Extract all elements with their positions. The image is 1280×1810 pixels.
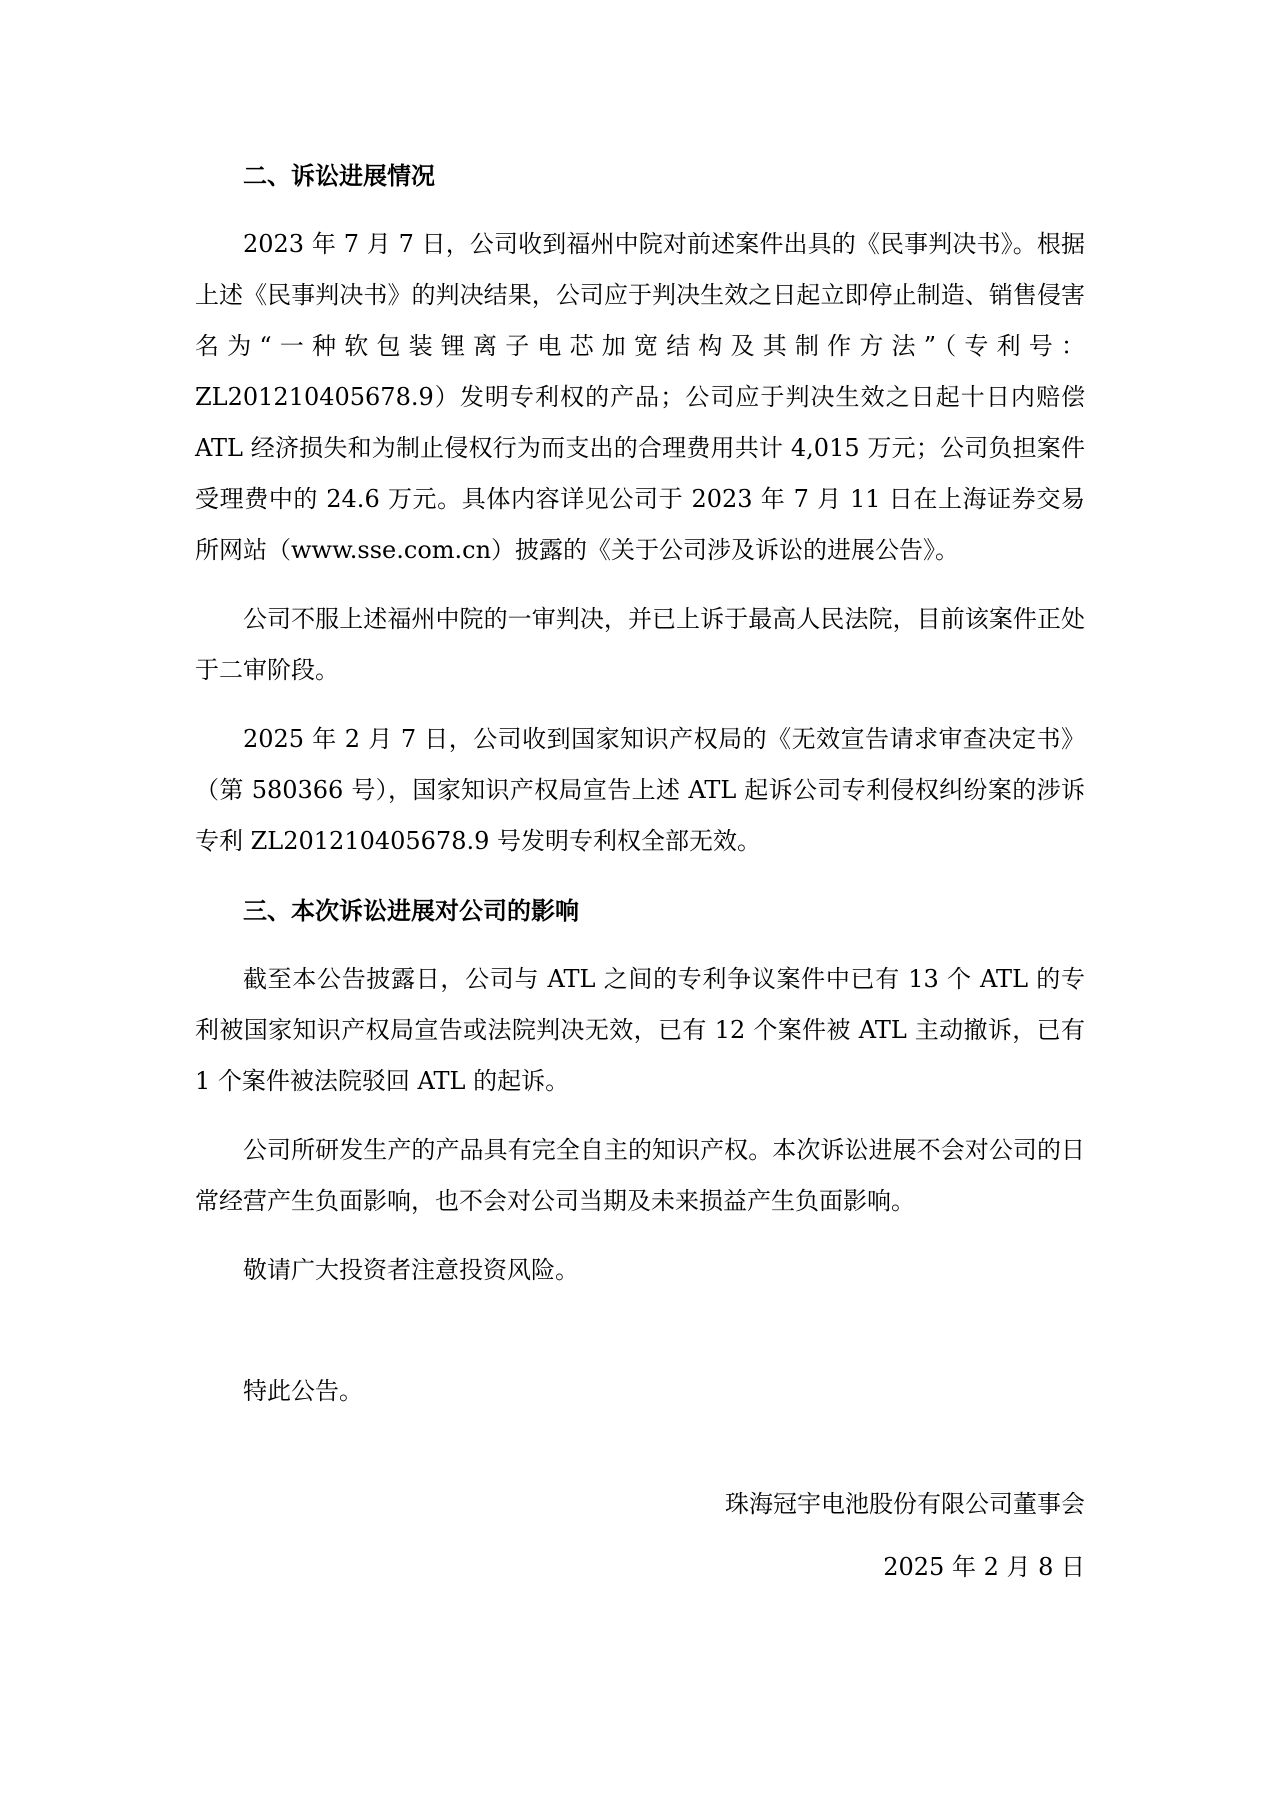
section-2-paragraph-3: 2025 年 2 月 7 日，公司收到国家知识产权局的《无效宣告请求审查决定书》（第 580366 号），国家知识产权局宣告上述 ATL 起诉公司专利侵权纠纷案的涉诉专利 ZL201210405678.9 号发明专利权全部无效。 bbox=[195, 725, 1085, 855]
section-3-paragraph-1: 截至本公告披露日，公司与 ATL 之间的专利争议案件中已有 13 个 ATL 的专利被国家知识产权局宣告或法院判决无效，已有 12 个案件被 ATL 主动撤诉，已有 1 个案件被法院驳回 ATL 的起诉。 bbox=[195, 965, 1085, 1095]
signature-company: 珠海冠宇电池股份有限公司董事会 bbox=[725, 1490, 1085, 1518]
section-2-heading: 二、诉讼进展情况 bbox=[243, 161, 435, 190]
section-3-paragraph-2: 公司所研发生产的产品具有完全自主的知识产权。本次诉讼进展不会对公司的日常经营产生负面影响，也不会对公司当期及未来损益产生负面影响。 bbox=[195, 1136, 1085, 1215]
signature-date: 2025 年 2 月 8 日 bbox=[883, 1553, 1085, 1581]
section-2-paragraph-1: 2023 年 7 月 7 日，公司收到福州中院对前述案件出具的《民事判决书》。根据上述《民事判决书》的判决结果，公司应于判决生效之日起立即停止制造、销售侵害名为“一种软包装锂离子电芯加宽结构及其制作方法”（专利号：ZL201210405678.9）发明专利权的产品；公司应于判决生效之日起十日内赔偿 ATL 经济损失和为制止侵权行为而支出的合理费用共计 4,015 万元；公司负担案件受理费中的 24.6 万元。具体内容详见公司于 2023 年 7 月 11 日在上海证券交易所网站（www.sse.com.cn）披露的《关于公司涉及诉讼的进展公告》。 bbox=[195, 230, 1085, 564]
section-2-paragraph-2: 公司不服上述福州中院的一审判决，并已上诉于最高人民法院，目前该案件正处于二审阶段。 bbox=[195, 605, 1085, 684]
closing-statement: 特此公告。 bbox=[243, 1377, 363, 1405]
section-3-heading: 三、本次诉讼进展对公司的影响 bbox=[243, 896, 579, 925]
section-3-paragraph-3: 敬请广大投资者注意投资风险。 bbox=[243, 1256, 579, 1284]
document-body bbox=[195, 150, 1085, 1593]
